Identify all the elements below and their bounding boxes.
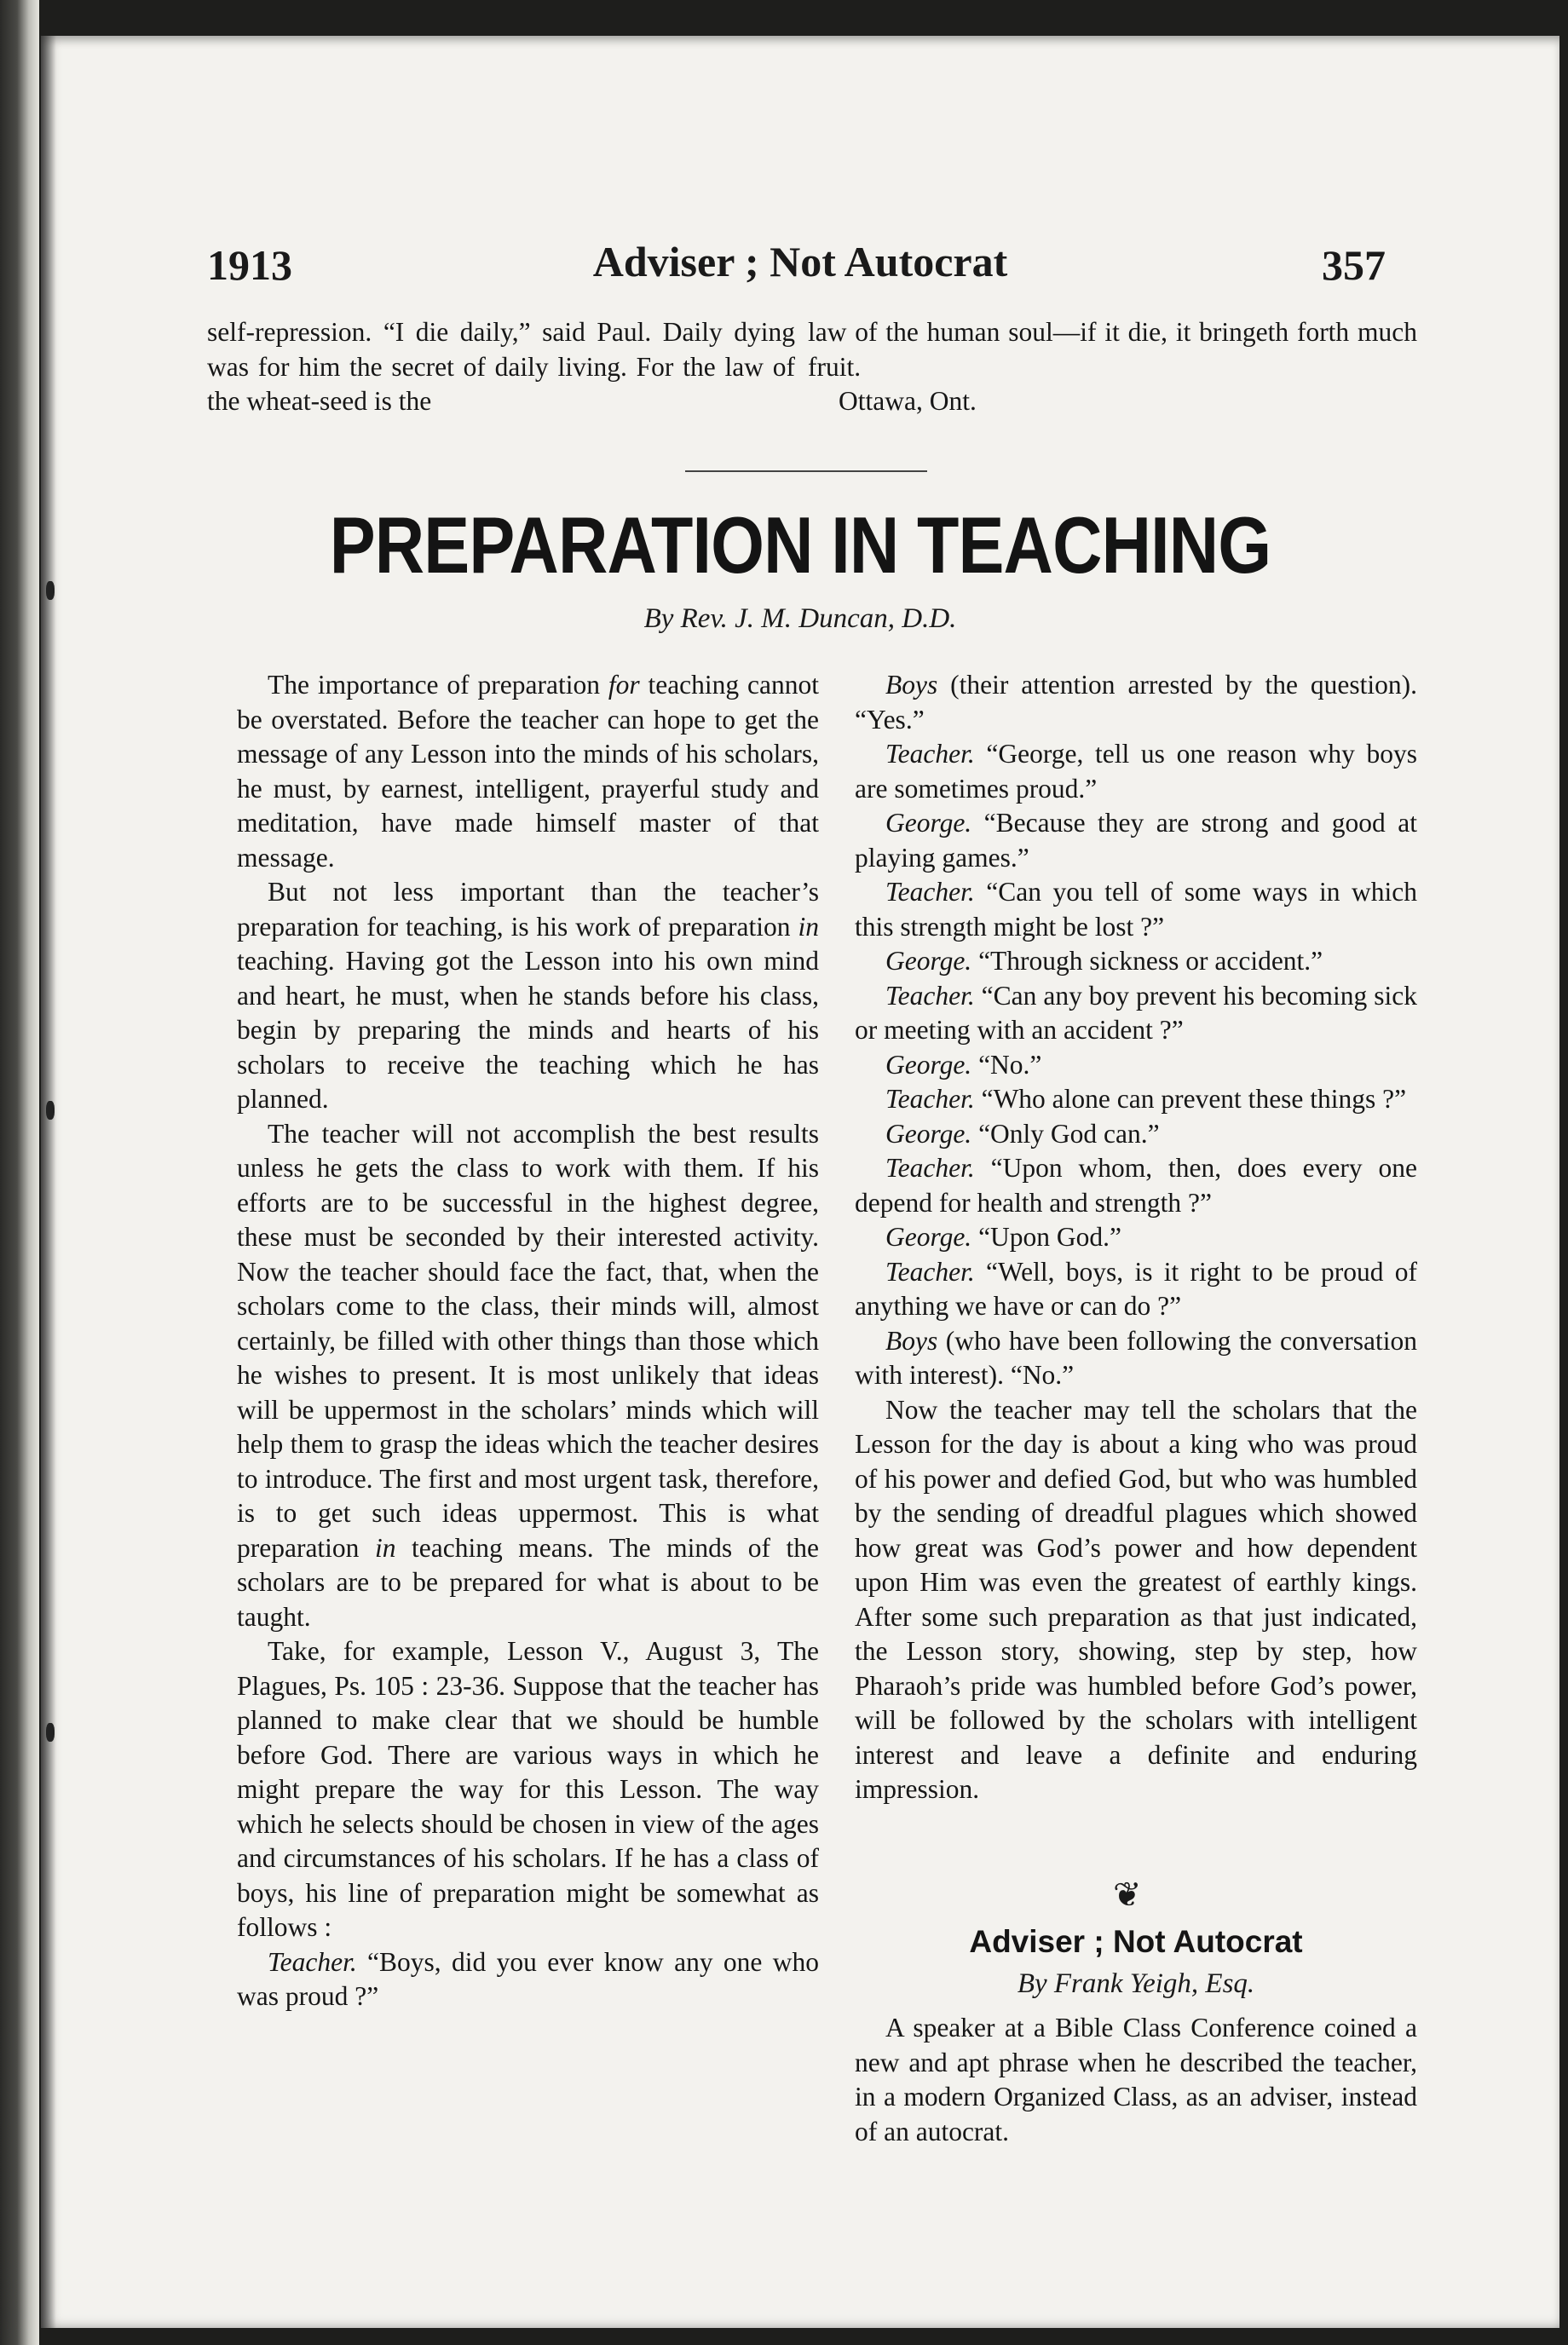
article-right-column xyxy=(855,668,1417,1807)
article-paragraph: Take, for example, Lesson V., August 3, The Plagues, Ps. 105 : 23-36. Suppose that the teacher has planned to make clear that we should be humble before God. There are various ways in which he might prepare the way for this Lesson. The way which he selects should be chosen in view of the ages and circumstances of his scholars. If he has a class of boys, his line of preparation might be somewhat as follows : xyxy=(237,1636,819,1942)
dialogue-line: Teacher. “Can you tell of some ways in which this strength might be lost ?” xyxy=(855,877,1417,942)
dialogue-speaker: Teacher. xyxy=(885,877,975,907)
dialogue-speaker: Boys xyxy=(885,1325,938,1356)
binding-mark xyxy=(46,1723,55,1742)
dialogue-line: George. “No.” xyxy=(885,1049,1042,1080)
dialogue-speaker: Teacher. xyxy=(885,739,975,769)
dialogue-line: Boys (their attention arrested by the question). “Yes.” xyxy=(855,670,1417,735)
previous-article-text: self-repression. “I die daily,” said Paul. Daily dying was for him the secret of daily living. For the law of the wheat-seed is the xyxy=(207,317,795,416)
dialogue-line: George. “Because they are strong and good at playing games.” xyxy=(855,808,1417,873)
dialogue-line: George. “Through sickness or accident.” xyxy=(885,946,1323,976)
dialogue-speaker: Boys xyxy=(885,670,938,700)
previous-article-place: Ottawa, Ont. xyxy=(839,386,977,416)
dialogue-speaker: Teacher. xyxy=(885,1153,975,1183)
article-title: PREPARATION IN TEACHING xyxy=(329,500,1271,590)
dialogue-speaker: George. xyxy=(885,808,972,838)
article-paragraph: But not less important than the teacher’s preparation for teaching, is his work of preparation in teaching. Having got the Lesson into his own mind and heart, he must, when he stands before his class, begin by preparing the minds and hearts of his scholars to receive the teaching which he has planned. xyxy=(237,877,819,1114)
next-article-column xyxy=(855,2011,1417,2149)
dialogue-line: Teacher. “Well, boys, is it right to be proud of anything we have or can do ?” xyxy=(855,1256,1417,1321)
binding-mark xyxy=(46,1101,55,1120)
book-page xyxy=(41,36,1559,2328)
dialogue-line: Teacher. “Upon whom, then, does every one depend for health and strength ?” xyxy=(855,1153,1417,1218)
page-year: 1913 xyxy=(207,241,292,289)
section-divider xyxy=(685,470,927,472)
dialogue-speaker: Teacher. xyxy=(885,1256,975,1287)
dialogue-line: Teacher. “Who alone can prevent these things ?” xyxy=(885,1084,1407,1114)
dialogue-speaker: Teacher. xyxy=(885,1084,975,1114)
article-paragraph: Now the teacher may tell the scholars that the Lesson for the day is about a king who was proud of his power and defied God, but who was humbled by the sending of dreadful plagues which showed how great was God’s power and how dependent upon Him was even the greatest of earthly kings. After some such preparation as that just indicated, the Lesson story, showing, step by step, how Pharaoh’s pride was humbled before God’s power, will be followed by the scholars with intelligent interest and leave a definite and enduring impression. xyxy=(855,1394,1417,1804)
dialogue-speaker: George. xyxy=(885,1222,972,1252)
running-head-title: Adviser ; Not Autocrat xyxy=(592,238,1008,285)
adjacent-page-edge xyxy=(0,0,39,2345)
dialogue-line: Teacher. “Boys, did you ever know any one who was proud ?” xyxy=(237,1946,819,2011)
dialogue-speaker: George. xyxy=(885,946,972,976)
article-byline: By Rev. J. M. Duncan, D.D. xyxy=(643,603,957,634)
dialogue-line: Boys (who have been following the conversation with interest). “No.” xyxy=(855,1325,1417,1390)
page-number: 357 xyxy=(1322,241,1386,289)
dialogue-speaker: George. xyxy=(885,1118,972,1149)
dialogue-speaker: George. xyxy=(885,1049,972,1080)
dialogue-speaker: Teacher. xyxy=(885,980,975,1011)
dialogue-line: George. “Upon God.” xyxy=(885,1222,1122,1252)
gutter-shadow xyxy=(41,36,56,2328)
article-paragraph: The importance of preparation for teaching cannot be overstated. Before the teacher can hope to get the message of any Lesson into the minds of his scholars, he must, by earnest, intelligent, prayerful study and meditation, have made himself master of that message. xyxy=(237,670,819,873)
next-article-title: Adviser ; Not Autocrat xyxy=(969,1924,1303,1959)
article-left-column xyxy=(237,668,819,2014)
previous-article-text: law of the human soul—if it die, it bringeth forth much fruit. xyxy=(808,317,1417,382)
next-article-byline: By Frank Yeigh, Esq. xyxy=(1017,1968,1255,1999)
fleuron-icon: ❦ xyxy=(1113,1875,1142,1914)
binding-mark xyxy=(46,581,55,600)
dialogue-speaker: Teacher. xyxy=(268,1946,357,1977)
next-article-paragraph: A speaker at a Bible Class Conference coined a new and apt phrase when he described the teacher, in a modern Organized Class, as an adviser, instead of an autocrat. xyxy=(855,2013,1417,2146)
article-paragraph: The teacher will not accomplish the best results unless he gets the class to work with them. If his efforts are to be successful in the highest degree, these must be seconded by their interested activity. Now the teacher should face the fact, that, when the scholars come to the class, their minds will, almost certainly, be filled with other things than those which he wishes to present. It is most unlikely that ideas will be uppermost in the scholars’ minds which will help them to grasp the ideas which the teacher desires to introduce. The first and most urgent task, therefore, is to get such ideas uppermost. This is what preparation in teaching means. The minds of the scholars are to be prepared for what is about to be taught. xyxy=(237,1118,819,1632)
previous-article-left-column xyxy=(207,315,795,419)
dialogue-line: Teacher. “George, tell us one reason why boys are sometimes proud.” xyxy=(855,739,1417,804)
dialogue-line: George. “Only God can.” xyxy=(885,1118,1160,1149)
dialogue-line: Teacher. “Can any boy prevent his becoming sick or meeting with an accident ?” xyxy=(855,980,1417,1045)
previous-article-right-column xyxy=(808,315,1417,419)
